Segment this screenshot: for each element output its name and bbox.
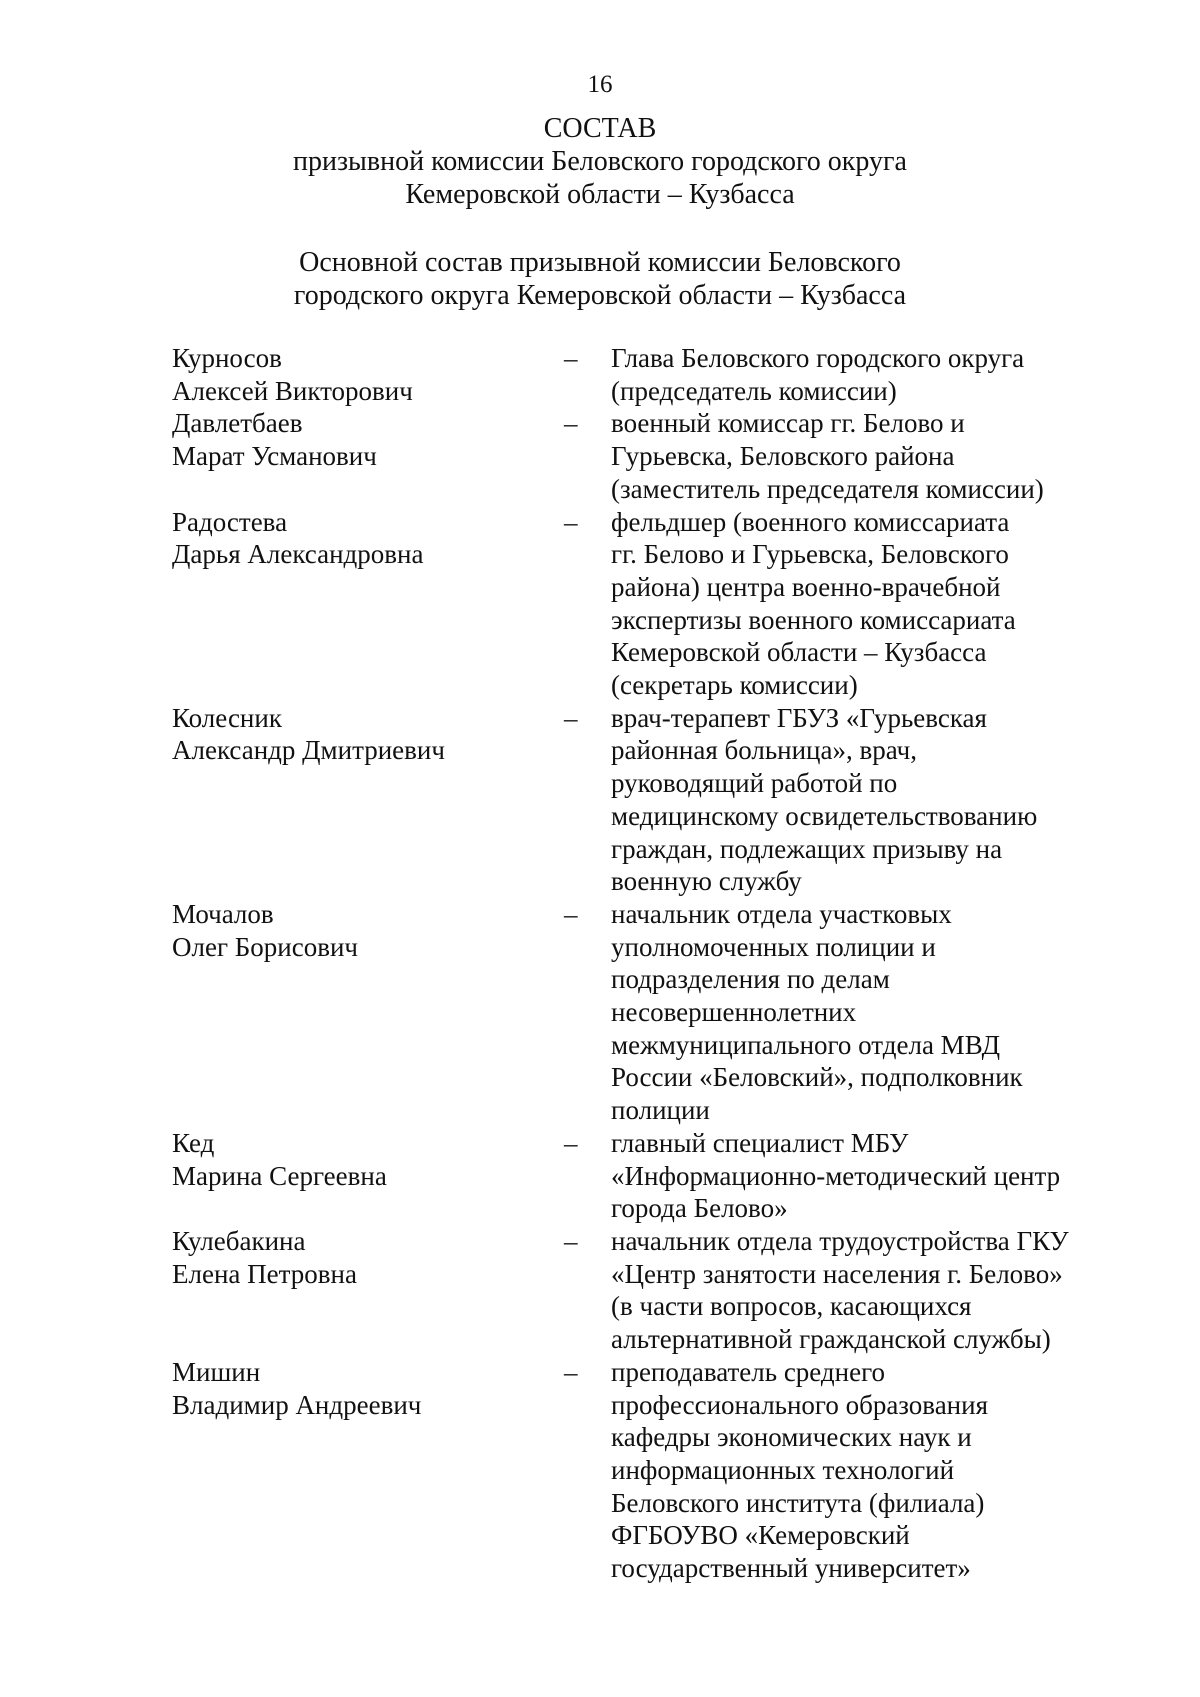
member-role-line: начальник отдела трудоустройства ГКУ	[611, 1225, 1069, 1256]
member-role-line: информационных технологий	[611, 1454, 955, 1485]
member-role-line: военную службу	[611, 866, 802, 897]
member-role-line: граждан, подлежащих призыву на	[611, 833, 1003, 864]
member-role-line: уполномоченных полиции и	[611, 931, 936, 962]
member-role-line: Глава Беловского городского округа	[611, 343, 1025, 373]
member-role-line: (председатель комиссии)	[611, 375, 897, 406]
member-role-line: «Центр занятости населения г. Белово»	[611, 1258, 1063, 1289]
member-role	[611, 506, 1122, 702]
member-surname: Курносов	[172, 343, 282, 373]
member-role-line: врач-терапевт ГБУЗ «Гурьевская	[611, 702, 987, 733]
member-role-line: России «Беловский», подполковник	[611, 1062, 1023, 1093]
member-row	[172, 342, 1122, 407]
member-role-line: (в части вопросов, касающихся	[611, 1291, 972, 1322]
member-role	[611, 1356, 1122, 1585]
member-role	[611, 1225, 1122, 1356]
document-title	[0, 112, 1200, 211]
member-surname: Мишин	[172, 1356, 261, 1387]
member-role-line: фельдшер (военного комиссариата	[611, 506, 1010, 537]
member-role-line: военный комиссар гг. Белово и	[611, 408, 965, 439]
member-role-line: государственный университет»	[611, 1553, 971, 1584]
member-given-name: Марат Усманович	[172, 441, 377, 472]
section-subtitle	[0, 246, 1200, 312]
member-row	[172, 407, 1122, 505]
member-dash: –	[564, 408, 578, 439]
member-role-line: ФГБОУВО «Кемеровский	[611, 1520, 910, 1551]
member-role-line: преподаватель среднего	[611, 1356, 886, 1387]
member-row	[172, 1225, 1122, 1356]
member-role-line: района) центра военно-врачебной	[611, 571, 1001, 602]
member-dash: –	[564, 702, 578, 733]
member-surname: Кед	[172, 1127, 215, 1158]
member-role-line: медицинскому освидетельствованию	[611, 800, 1038, 831]
member-role	[611, 407, 1122, 505]
member-surname: Давлетбаев	[172, 408, 303, 439]
member-given-name: Владимир Андреевич	[172, 1389, 422, 1420]
member-given-name: Марина Сергеевна	[172, 1160, 387, 1191]
member-role-line: районная больница», врач,	[611, 735, 917, 766]
members-list	[172, 342, 1122, 1585]
member-name	[172, 342, 564, 407]
member-given-name: Елена Петровна	[172, 1258, 357, 1289]
member-name	[172, 702, 564, 767]
member-role-line: Гурьевска, Беловского района	[611, 441, 955, 472]
member-role-line: (заместитель председателя комиссии)	[611, 473, 1044, 504]
member-role	[611, 342, 1122, 407]
member-role-line: подразделения по делам	[611, 964, 890, 995]
member-name	[172, 1356, 564, 1421]
member-role	[611, 1127, 1122, 1225]
member-role-line: альтернативной гражданской службы)	[611, 1324, 1051, 1355]
member-given-name: Олег Борисович	[172, 931, 358, 962]
member-surname: Кулебакина	[172, 1225, 306, 1256]
member-dash: –	[564, 506, 578, 537]
member-row	[172, 506, 1122, 702]
title-line-1: призывной комиссии Беловского городского округа	[293, 146, 907, 177]
member-role-line: экспертизы военного комиссариата	[611, 604, 1016, 635]
member-role-line: Кемеровской области – Кузбасса	[611, 637, 987, 668]
member-dash: –	[564, 1225, 578, 1256]
member-given-name: Дарья Александровна	[172, 539, 424, 570]
member-given-name: Алексей Викторович	[172, 375, 413, 406]
member-role	[611, 702, 1122, 898]
member-role-line: полиции	[611, 1095, 710, 1126]
page-number: 16	[587, 71, 613, 98]
member-dash: –	[564, 1356, 578, 1387]
subtitle-line-1: Основной состав призывной комиссии Беловского	[299, 247, 901, 278]
member-role-line: руководящий работой по	[611, 768, 898, 799]
member-role-line: города Белово»	[611, 1193, 788, 1224]
member-name	[172, 1127, 564, 1192]
member-name	[172, 506, 564, 571]
member-role-line: профессионального образования	[611, 1389, 988, 1420]
member-row	[172, 898, 1122, 1127]
member-dash: –	[564, 343, 578, 373]
member-given-name: Александр Дмитриевич	[172, 735, 445, 766]
member-name	[172, 407, 564, 472]
member-role-line: «Информационно-методический центр	[611, 1160, 1061, 1191]
member-surname: Колесник	[172, 702, 282, 733]
member-role-line: межмуниципального отдела МВД	[611, 1029, 1001, 1060]
member-row	[172, 1127, 1122, 1225]
member-name	[172, 898, 564, 963]
member-role-line: начальник отдела участковых	[611, 898, 952, 929]
member-role-line: несовершеннолетних	[611, 997, 857, 1028]
member-role	[611, 898, 1122, 1127]
member-role-line: главный специалист МБУ	[611, 1127, 909, 1158]
member-surname: Мочалов	[172, 898, 274, 929]
member-dash: –	[564, 898, 578, 929]
subtitle-line-2: городского округа Кемеровской области – Кузбасса	[293, 280, 907, 311]
title-line-2: Кемеровской области – Кузбасса	[405, 179, 795, 210]
title-heading: СОСТАВ	[543, 113, 657, 144]
member-role-line: Беловского института (филиала)	[611, 1487, 985, 1518]
member-surname: Радостева	[172, 506, 288, 537]
member-row	[172, 702, 1122, 898]
member-role-line: гг. Белово и Гурьевска, Беловского	[611, 539, 1009, 570]
member-dash: –	[564, 1127, 578, 1158]
member-name	[172, 1225, 564, 1290]
member-row	[172, 1356, 1122, 1585]
member-role-line: кафедры экономических наук и	[611, 1422, 972, 1453]
member-role-line: (секретарь комиссии)	[611, 670, 858, 701]
